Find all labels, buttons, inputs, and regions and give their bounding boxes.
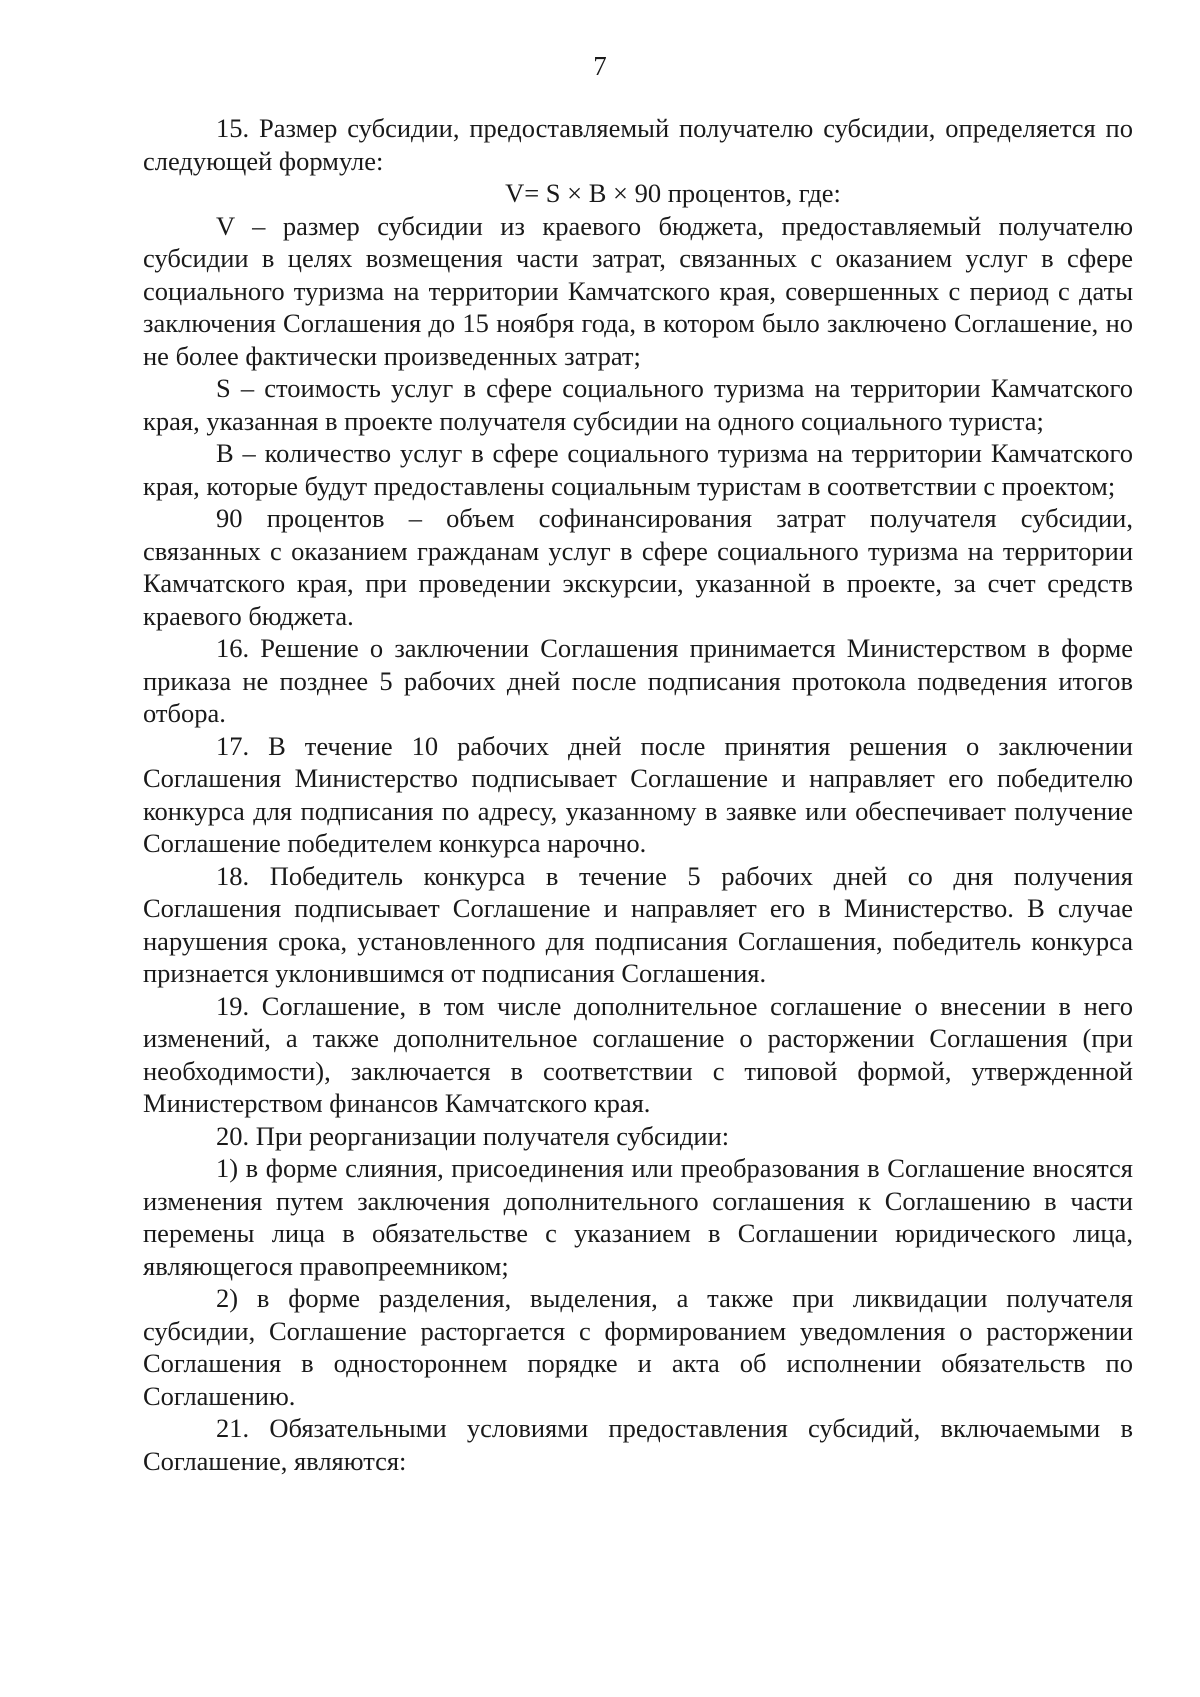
paragraph-16: 16. Решение о заключении Соглашения принимается Министерством в форме приказа не позднее 5 рабочих дней после подписания протокола подведения итогов отбора.	[143, 633, 1133, 728]
paragraph-21: 21. Обязательными условиями предоставления субсидий, включаемыми в Соглашение, являются:	[143, 1413, 1133, 1476]
paragraph-20-item-1: 1) в форме слияния, присоединения или преобразования в Соглашение вносятся изменения путем заключения дополнительного соглашения к Соглашению в части перемены лица в обязательстве с указанием в Соглашении юридического лица, являющегося правопреемником;	[143, 1153, 1133, 1281]
paragraph-v-definition: V – размер субсидии из краевого бюджета, предоставляемый получателю субсидии в целях возмещения части затрат, связанных с оказанием услуг в сфере социального туризма на территории Камчатского края, совершенных с период с даты заключения Соглашения до 15 ноября года, в котором было заключено Соглашение, но не более фактически произведенных затрат;	[143, 210, 1133, 371]
paragraph-18: 18. Победитель конкурса в течение 5 рабочих дней со дня получения Соглашения подписывает Соглашение и направляет его в Министерство. В случае нарушения срока, установленного для подписания Соглашения, победитель конкурса признается уклонившимся от подписания Соглашения.	[143, 860, 1133, 988]
paragraph-19: 19. Соглашение, в том числе дополнительное соглашение о внесении в него изменений, а также дополнительное соглашение о расторжении Соглашения (при необходимости), заключается в соответствии с типовой формой, утвержденной Министерством финансов Камчатского края.	[143, 990, 1133, 1118]
paragraph-20: 20. При реорганизации получателя субсидии:	[216, 1120, 730, 1151]
paragraph-15: 15. Размер субсидии, предоставляемый получателю субсидии, определяется по следующей формуле:	[143, 113, 1133, 176]
paragraph-17: 17. В течение 10 рабочих дней после принятия решения о заключении Соглашения Министерство подписывает Соглашение и направляет его победителю конкурса для подписания по адресу, указанному в заявке или обеспечивает получение Соглашение победителем конкурса нарочно.	[143, 730, 1133, 858]
page-number: 7	[593, 51, 607, 81]
paragraph-20-item-2: 2) в форме разделения, выделения, а также при ликвидации получателя субсидии, Соглашение расторгается с формированием уведомления о расторжении Соглашения в одностороннем порядке и акта об исполнении обязательств по Соглашению.	[143, 1283, 1133, 1411]
paragraph-90-percent-definition: 90 процентов – объем софинансирования затрат получателя субсидии, связанных с оказанием гражданам услуг в сфере социального туризма на территории Камчатского края, при проведении экскурсии, указанной в проекте, за счет средств краевого бюджета.	[143, 503, 1133, 631]
document-body	[143, 112, 1133, 1477]
paragraph-b-definition: B – количество услуг в сфере социального туризма на территории Камчатского края, которые будут предоставлены социальным туристам в соответствии с проектом;	[143, 438, 1133, 501]
paragraph-s-definition: S – стоимость услуг в сфере социального туризма на территории Камчатского края, указанная в проекте получателя субсидии на одного социального туриста;	[143, 373, 1133, 436]
subsidy-formula: V= S × B × 90 процентов, где:	[505, 178, 841, 208]
